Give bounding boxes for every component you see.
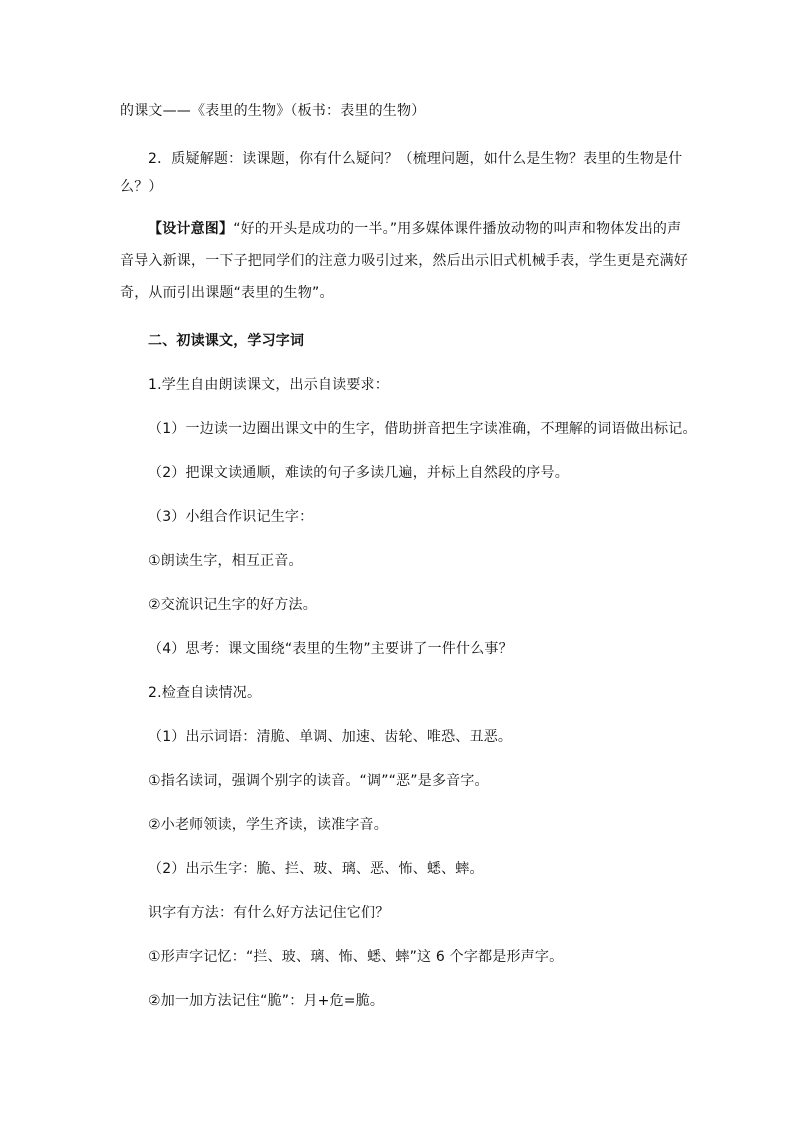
- text-line: （2）把课文读通顺，难读的句子多读几遍，并标上自然段的序号。: [148, 465, 569, 481]
- text-line: （2）出示生字：脆、拦、玻、璃、恶、怖、蟋、蟀。: [148, 861, 484, 877]
- text-line: ①朗读生字，相互正音。: [148, 553, 303, 569]
- text-line: 奇，从而引出课题“表里的生物”。: [120, 285, 334, 301]
- text-line: （1）出示词语：清脆、单调、加速、齿轮、唯恐、丑恶。: [148, 729, 513, 745]
- text-line: ②交流识记生字的好方法。: [148, 597, 317, 613]
- design-intent-text: “好的开头是成功的一半。”用多媒体课件播放动物的叫声和物体发出的声: [233, 221, 682, 237]
- text-line: （4）思考：课文围绕“表里的生物”主要讲了一件什么事？: [148, 641, 513, 657]
- text-line: ①形声字记忆：“拦、玻、璃、怖、蟋、蟀”这 6 个字都是形声字。: [148, 949, 564, 965]
- design-intent-label: 【设计意图】: [148, 221, 234, 237]
- text-line: ①指名读词，强调个别字的读音。“调”“恶”是多音字。: [148, 773, 489, 789]
- text-line: 识字有方法：有什么好方法记住它们？: [148, 905, 390, 921]
- text-line: ②小老师领读，学生齐读，读准字音。: [148, 817, 388, 833]
- text-line: （1）一边读一边圈出课文中的生字，借助拼音把生字读准确，不理解的词语做出标记。: [148, 421, 697, 437]
- text-line: 2.检查自读情况。: [148, 685, 262, 701]
- section-heading: 二、初读课文，学习字词: [148, 333, 305, 349]
- text-line: 音导入新课，一下子把同学们的注意力吸引过来，然后出示旧式机械手表，学生更是充满好: [120, 253, 688, 269]
- text-line: ②加一加方法记住“脆”：月+危=脆。: [148, 993, 385, 1009]
- design-intent-line: [148, 219, 681, 239]
- text-line: 么？）: [120, 179, 163, 195]
- text-line: （3）小组合作识记生字：: [148, 509, 314, 525]
- text-line: 的课文——《表里的生物》（板书：表里的生物）: [120, 103, 426, 119]
- text-line: 2．质疑解题：读课题，你有什么疑问？（梳理问题，如什么是生物？表里的生物是什: [148, 151, 683, 167]
- text-line: 1.学生自由朗读课文，出示自读要求：: [148, 377, 389, 393]
